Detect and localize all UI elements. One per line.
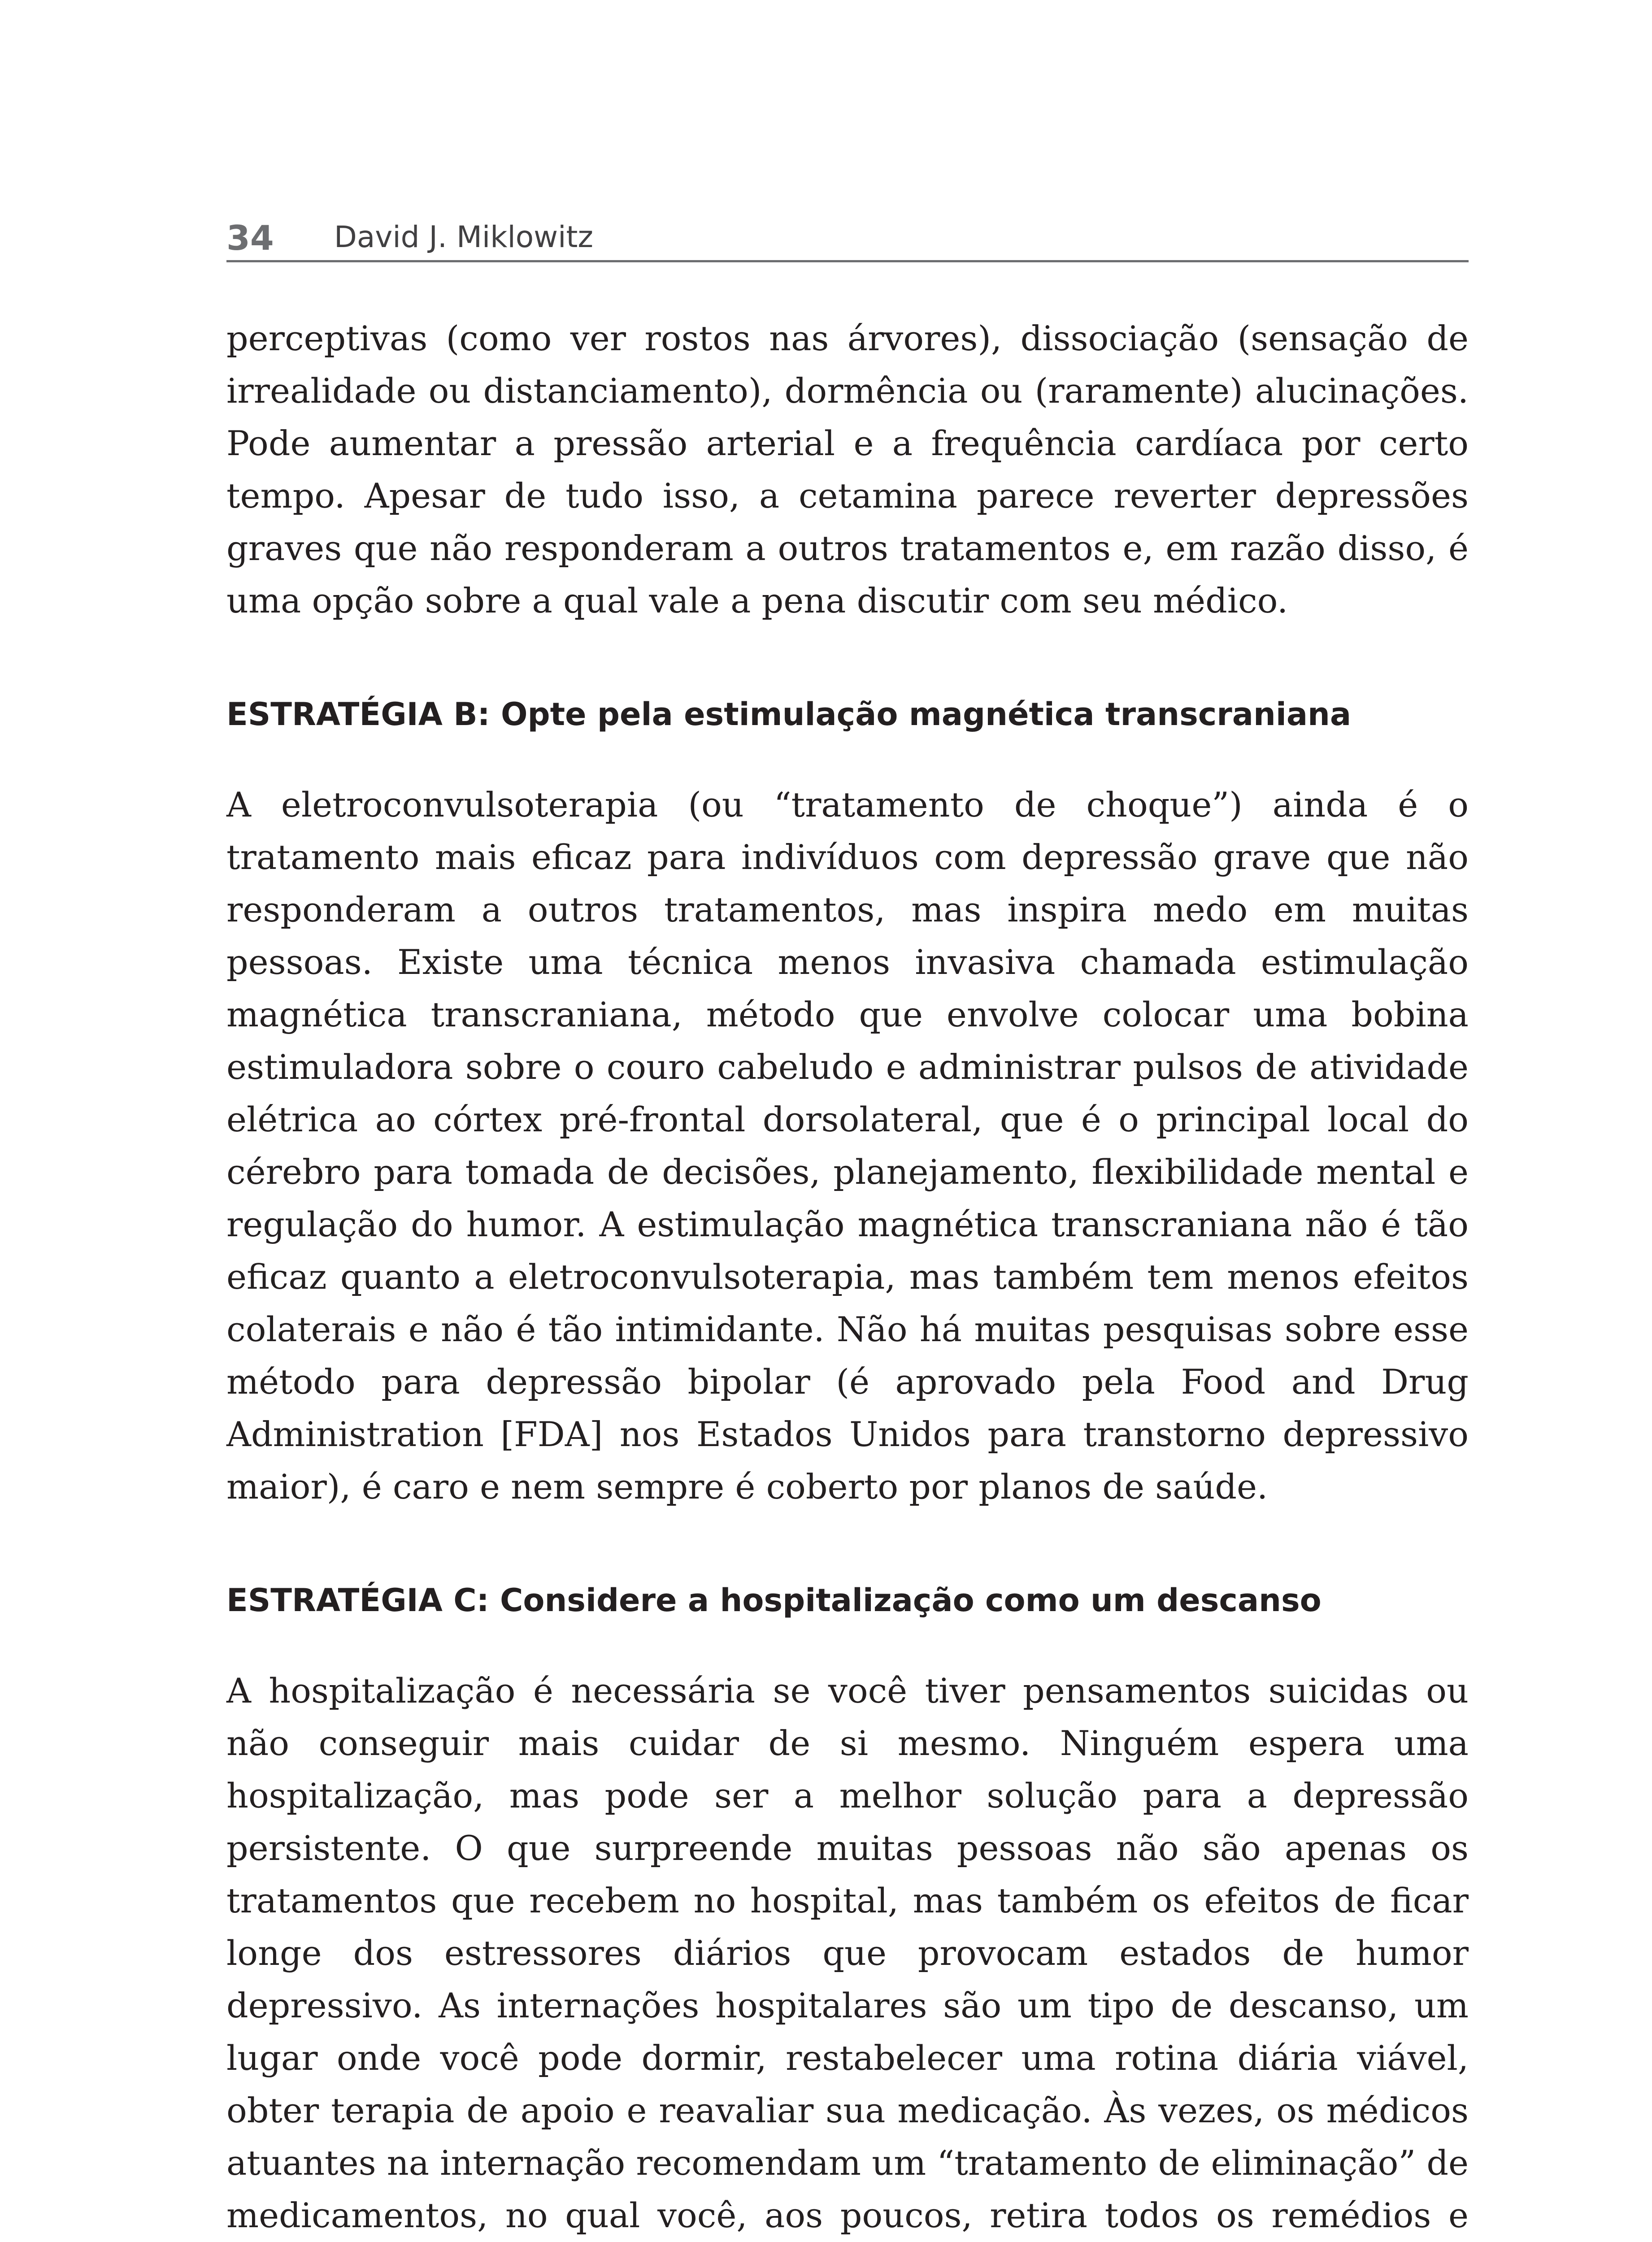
body-text bbox=[226, 312, 1469, 2242]
strategy-c-heading bbox=[226, 1580, 1469, 1621]
strategy-b-title: Opte pela estimulação magnética transcraniana bbox=[500, 696, 1352, 733]
opening-paragraph: perceptivas (como ver rostos nas árvores), dissociação (sensação de irrealidade ou distanciamento), dormência ou (raramente) alucinações. Pode aumentar a pressão arterial e a frequência cardíaca por certo tempo. Apesar de tudo isso, a cetamina parece reverter depressões graves que não responderam a outros tratamentos e, em razão disso, é uma opção sobre a qual vale a pena discutir com seu médico. bbox=[226, 318, 1469, 621]
strategy-c-title: Considere a hospitalização como um descanso bbox=[500, 1582, 1322, 1619]
strategy-c-paragraph: A hospitalização é necessária se você tiver pensamentos suicidas ou não conseguir mais cuidar de si mesmo. Ninguém espera uma hospitalização, mas pode ser a melhor solução para a depressão persistente. O que surpreende muitas pessoas não são apenas os tratamentos que recebem no hospital, mas também os efeitos de ficar longe dos estressores diários que provocam estados de humor depressivo. As internações hospitalares são um tipo de descanso, um lugar onde você pode dormir, restabelecer uma rotina diária viável, obter terapia de apoio e reavaliar sua medicação. Às vezes, os médicos atuantes na internação recomendam um “tratamento de eliminação” de medicamentos, no qual você, aos poucos, retira todos os remédios e bbox=[226, 1671, 1469, 2235]
page-number: 34 bbox=[226, 218, 274, 258]
running-head bbox=[226, 211, 1469, 262]
strategy-b-heading bbox=[226, 694, 1469, 734]
strategy-c-label: ESTRATÉGIA C: bbox=[226, 1582, 489, 1619]
running-head-author: David J. Miklowitz bbox=[334, 220, 594, 254]
strategy-b-paragraph: A eletroconvulsoterapia (ou “tratamento de choque”) ainda é o tratamento mais eficaz para indivíduos com depressão grave que não responderam a outros tratamentos, mas inspira medo em muitas pessoas. Existe uma técnica menos invasiva chamada estimulação magnética transcraniana, método que envolve colocar uma bobina estimuladora sobre o couro cabeludo e administrar pulsos de atividade elétrica ao córtex pré-frontal dorsolateral, que é o principal local do cérebro para tomada de decisões, planejamento, flexibilidade mental e regulação do humor. A estimulação magnética transcraniana não é tão eficaz quanto a eletroconvulsoterapia, mas também tem menos efeitos colaterais e não é tão intimidante. Não há muitas pesquisas sobre esse método para depressão bipolar (é aprovado pela Food and Drug Administration [FDA] nos Estados Unidos para transtorno depressivo maior), é caro e nem sempre é coberto por planos de saúde. bbox=[226, 785, 1469, 1507]
strategy-b-label: ESTRATÉGIA B: bbox=[226, 696, 490, 733]
